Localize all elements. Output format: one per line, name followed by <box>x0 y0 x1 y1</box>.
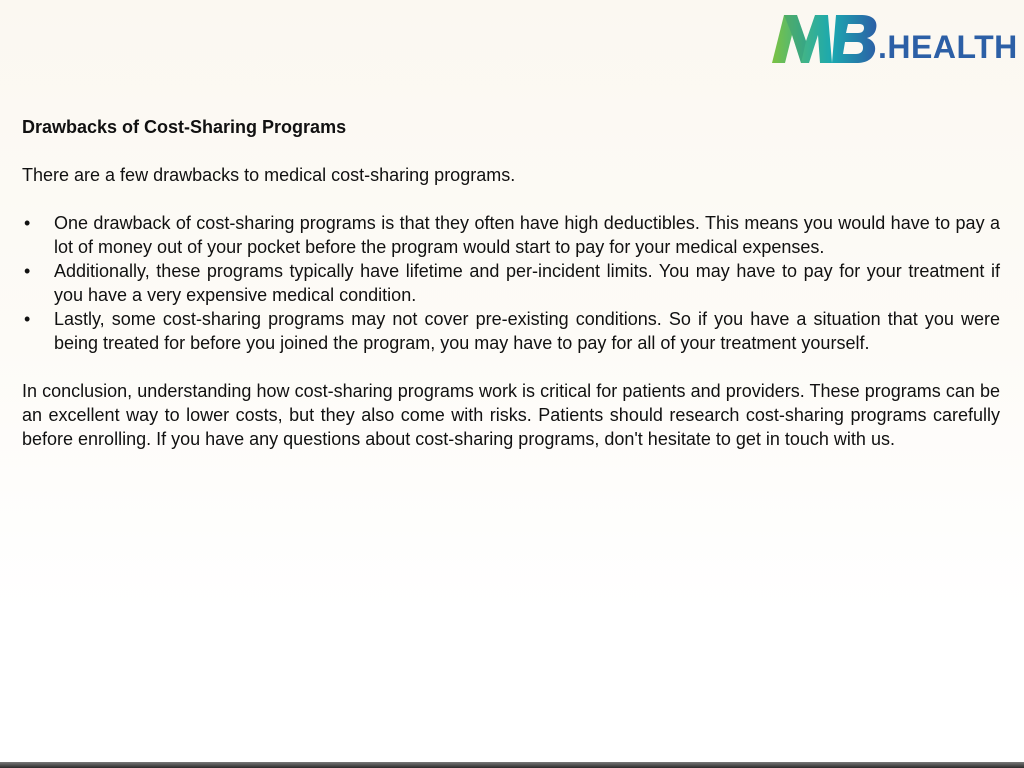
bullet-marker: • <box>24 261 31 281</box>
section-heading: Drawbacks of Cost-Sharing Programs <box>22 117 347 137</box>
document-body <box>22 115 1000 451</box>
conclusion-paragraph: In conclusion, understanding how cost-sharing programs work is critical for patients and providers. These programs can be an excellent way to lower costs, but they also come with risks. Patients should research cost-sharing programs carefully before enrolling. If you have any questions about cost-sharing programs, don't hesitate to get in touch with us. <box>22 381 1000 449</box>
list-item-text: Additionally, these programs typically have lifetime and per-incident limits. You may have to pay for your treatment if you have a very expensive medical condition. <box>54 261 1000 305</box>
drawbacks-list <box>22 211 1000 355</box>
bottom-border-bar <box>0 762 1024 768</box>
list-item-text: One drawback of cost-sharing programs is that they often have high deductibles. This means you would have to pay a lot of money out of your pocket before the program would start to pay for your medical expenses. <box>54 213 1000 257</box>
list-item <box>22 259 1000 307</box>
mb-health-logo <box>770 13 1018 65</box>
intro-paragraph: There are a few drawbacks to medical cost-sharing programs. <box>22 165 516 185</box>
list-item-text: Lastly, some cost-sharing programs may not cover pre-existing conditions. So if you have a situation that you were being treated for before you joined the program, you may have to pay for all of your treatment yourself. <box>54 309 1000 353</box>
mb-logo-mark <box>770 13 882 65</box>
logo-wordmark: .HEALTH <box>878 29 1018 65</box>
list-item <box>22 211 1000 259</box>
list-item <box>22 307 1000 355</box>
bullet-marker: • <box>24 309 31 329</box>
bullet-marker: • <box>24 213 31 233</box>
